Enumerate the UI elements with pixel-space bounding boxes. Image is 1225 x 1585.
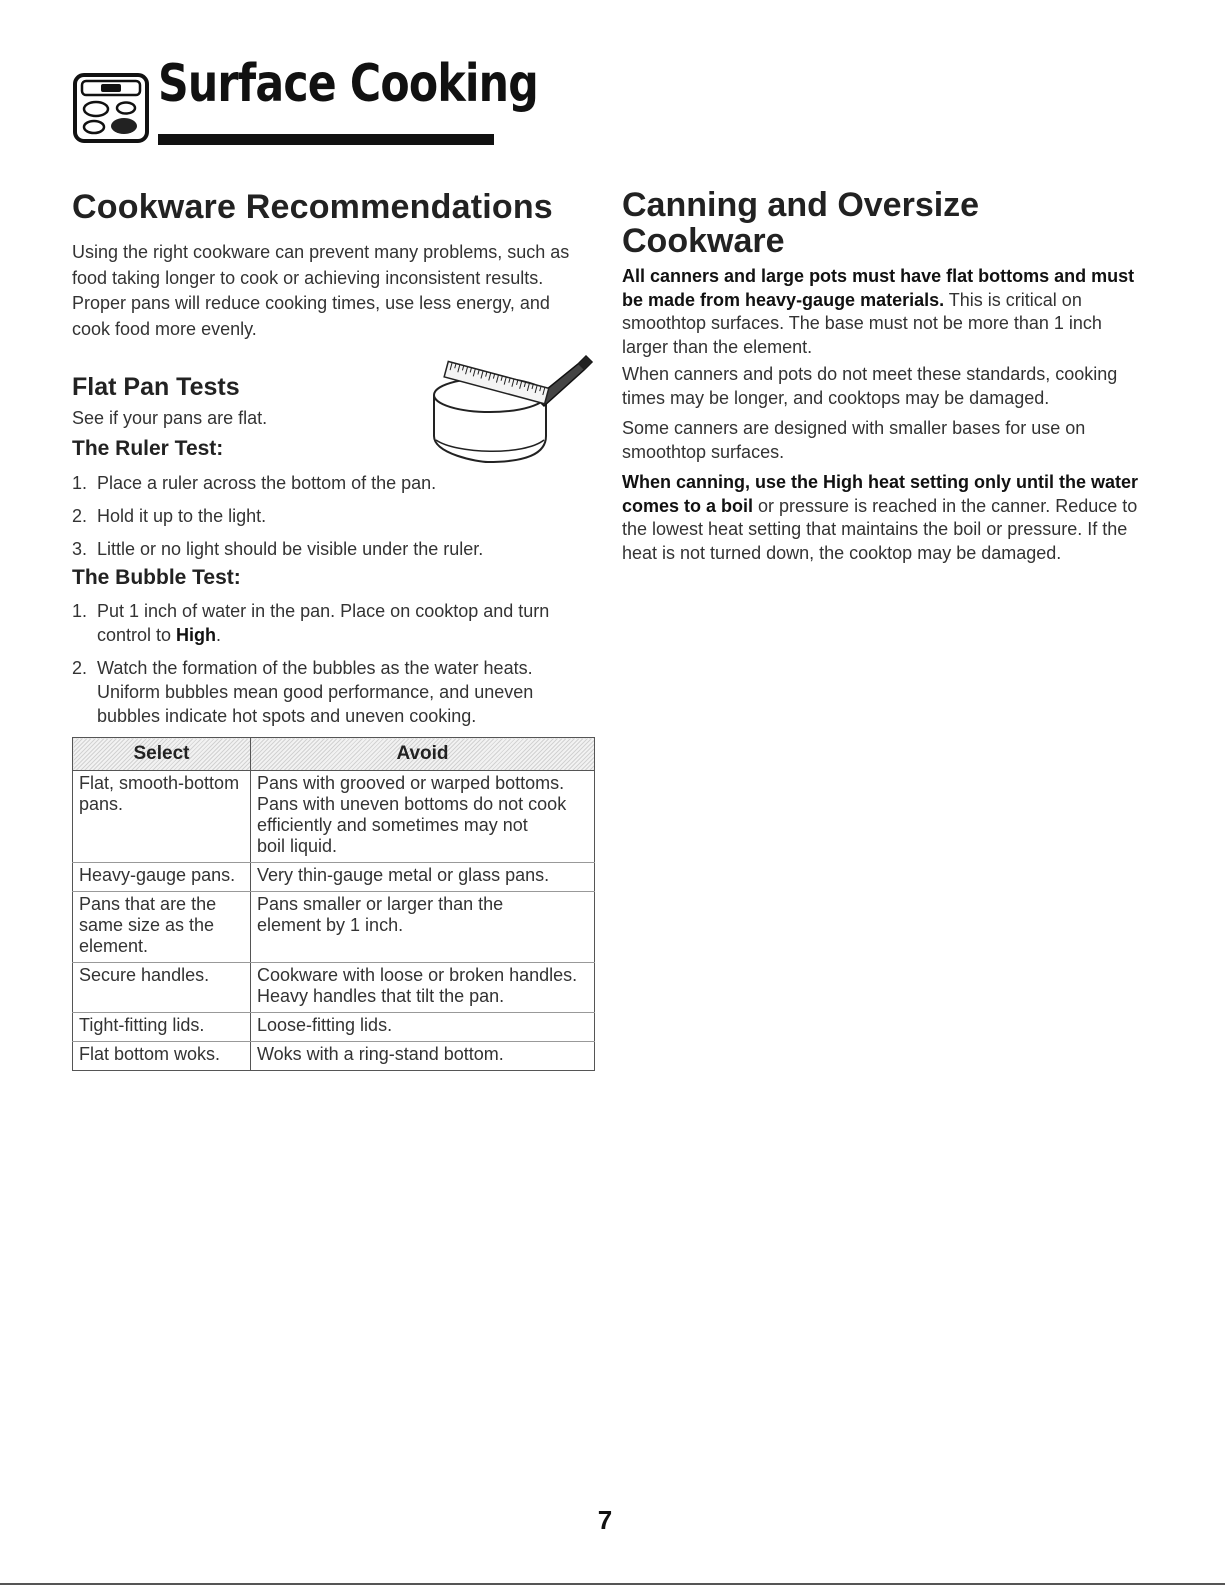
- list-item: 2. Watch the formation of the bubbles as the water heats. Uniform bubbles mean good performance, and uneven bubbles indicate hot spots and uneven cooking.: [72, 658, 534, 726]
- cell-line: Very thin-gauge metal or glass pans.: [257, 865, 550, 885]
- ruler-test-heading: The Ruler Test:: [72, 437, 224, 460]
- table-row: [73, 963, 595, 1013]
- avoid-cell: [251, 863, 595, 892]
- table-row: [73, 1042, 595, 1071]
- cooktop-icon: [72, 72, 150, 144]
- cell-line: Pans with uneven bottoms do not cook: [257, 794, 567, 814]
- canning-paragraph-1: All canners and large pots must have flat bottoms and must be made from heavy-gauge materials. This is critical on smoothtop surfaces. The base must not be more than 1 inch larger than the element.: [622, 266, 1135, 357]
- avoid-cell: [251, 771, 595, 863]
- table-body: [73, 771, 595, 1071]
- list-item: 1. Place a ruler across the bottom of the pan.: [72, 473, 437, 493]
- table-row: [73, 892, 595, 963]
- select-cell: [73, 863, 251, 892]
- cell-line: Cookware with loose or broken handles.: [257, 965, 578, 985]
- list-item: 2. Hold it up to the light.: [72, 506, 267, 526]
- cell-line: Woks with a ring-stand bottom.: [257, 1044, 504, 1064]
- pan-ruler-illustration: [426, 350, 598, 466]
- cookware-recommendations-title: Cookware Recommendations: [72, 188, 553, 226]
- cell-line: element by 1 inch.: [257, 915, 404, 935]
- cell-line: Tight-fitting lids.: [79, 1015, 205, 1035]
- avoid-column-header: Avoid: [251, 738, 595, 771]
- avoid-cell: [251, 963, 595, 1013]
- cell-line: boil liquid.: [257, 836, 338, 856]
- table-row: [73, 1013, 595, 1042]
- table-row: [73, 863, 595, 892]
- cell-line: Secure handles.: [79, 965, 210, 985]
- select-cell: [73, 1042, 251, 1071]
- cell-line: pans.: [79, 794, 124, 814]
- bubble-test-heading: The Bubble Test:: [72, 566, 241, 589]
- cell-line: Loose-fitting lids.: [257, 1015, 393, 1035]
- cookware-intro-paragraph: Using the right cookware can prevent many problems, such as food taking longer to cook or achieving inconsistent results. Proper pans will reduce cooking times, use less energy, and cook food more evenly.: [72, 242, 570, 339]
- page-number: 7: [597, 1505, 613, 1535]
- canning-paragraph-3: Some canners are designed with smaller bases for use on smoothtop surfaces.: [622, 418, 1086, 462]
- select-column-header: Select: [73, 738, 251, 771]
- cell-line: same size as the: [79, 915, 215, 935]
- select-cell: [73, 1013, 251, 1042]
- table-header-row: [73, 738, 595, 771]
- list-item: 1. Put 1 inch of water in the pan. Place on cooktop and turn control to High.: [72, 601, 550, 645]
- avoid-cell: [251, 1013, 595, 1042]
- list-item: 3. Little or no light should be visible under the ruler.: [72, 539, 484, 559]
- cell-line: Pans that are the: [79, 894, 217, 914]
- select-avoid-table: [72, 737, 595, 1071]
- select-cell: [73, 892, 251, 963]
- cell-line: Pans smaller or larger than the: [257, 894, 504, 914]
- cell-line: Heavy handles that tilt the pan.: [257, 986, 505, 1006]
- flat-pan-tests-subtitle: See if your pans are flat.: [72, 408, 268, 428]
- high-setting-label: High: [176, 625, 217, 645]
- cell-line: Pans with grooved or warped bottoms.: [257, 773, 565, 793]
- flat-pan-tests-heading: Flat Pan Tests: [72, 373, 240, 401]
- page-header-title: Surface Cooking: [158, 54, 538, 114]
- cell-line: efficiently and sometimes may not: [257, 815, 528, 835]
- avoid-cell: [251, 892, 595, 963]
- canning-paragraph-2: When canners and pots do not meet these standards, cooking times may be longer, and cooktops may be damaged.: [622, 364, 1118, 408]
- cell-line: Flat, smooth-bottom: [79, 773, 240, 793]
- bubble-test-steps: [72, 599, 594, 737]
- select-cell: [73, 963, 251, 1013]
- cell-line: Flat bottom woks.: [79, 1044, 221, 1064]
- canning-paragraph-4: When canning, use the High heat setting only until the water comes to a boil or pressure is reached in the canner. Reduce to the lowest heat setting that maintains the boil or pressure. If the heat is not turned down, the cooktop may be damaged.: [622, 472, 1139, 563]
- header-underline: [158, 134, 494, 145]
- cell-line: element.: [79, 936, 149, 956]
- table-row: [73, 771, 595, 863]
- cell-line: Heavy-gauge pans.: [79, 865, 236, 885]
- avoid-cell: [251, 1042, 595, 1071]
- select-cell: [73, 771, 251, 863]
- canning-title: Canning and Oversize Cookware: [622, 186, 980, 260]
- ruler-test-steps: [72, 471, 594, 570]
